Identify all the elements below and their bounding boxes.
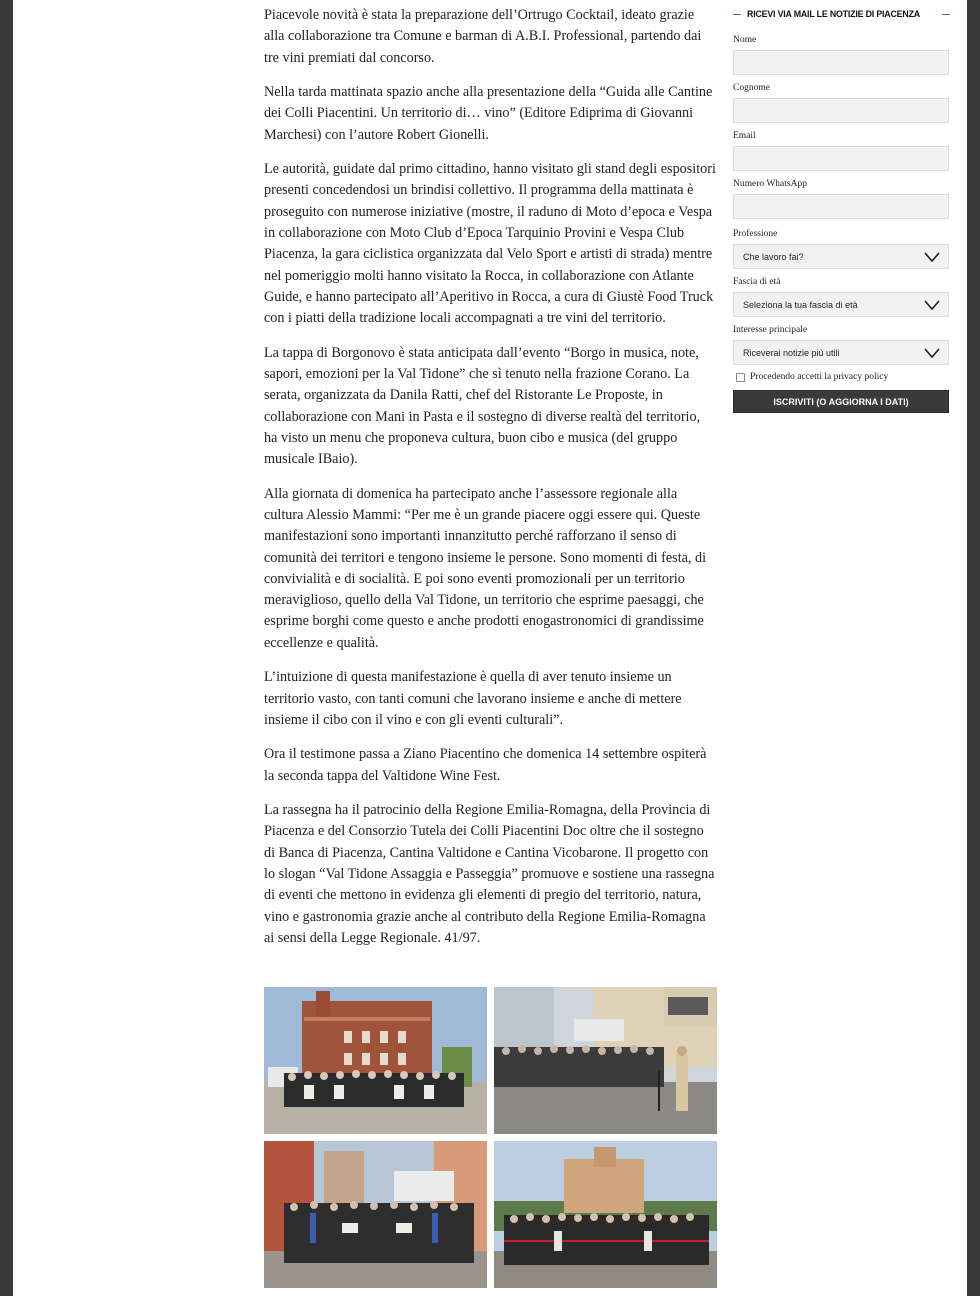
article-paragraph: Ora il testimone passa a Ziano Piacentino che domenica 14 settembre ospiterà la seconda tappa del Valtidone Wine Fest. bbox=[264, 746, 707, 784]
article-paragraph: L’intuizione di questa manifestazione è quella di aver tenuto insieme un territorio vasto, con tanti comuni che lavorano insieme e anche di mettere insieme il cibo con il vino e con gli eventi culturali”. bbox=[264, 669, 682, 728]
photo-group-rocca-image bbox=[264, 987, 487, 1134]
chevron-down-icon bbox=[924, 299, 940, 311]
fascia-select[interactable] bbox=[733, 292, 949, 317]
cognome-label: Cognome bbox=[733, 83, 770, 93]
fascia-selected: Seleziona la tua fascia di età bbox=[743, 300, 858, 310]
professione-selected: Che lavoro fai? bbox=[743, 252, 804, 262]
whatsapp-label: Numero WhatsApp bbox=[733, 179, 807, 189]
gallery-photo-ribbon-cutting[interactable] bbox=[494, 1141, 717, 1288]
nome-label: Nome bbox=[733, 35, 757, 45]
whatsapp-input[interactable] bbox=[733, 194, 949, 219]
gallery-photo-street-stands[interactable] bbox=[264, 1141, 487, 1288]
article-paragraph: Le autorità, guidate dal primo cittadino, hanno visitato gli stand degli espositori presenti concedendosi un brindisi collettivo. Il programma della mattinata è proseguito con numerose iniziative (mostre, il raduno di Moto d’epoca e Vespa in collaborazione con Moto Club d’Epoca Tarquinio Provini e Vespa Club Piacenza, la gara ciclistica organizzata dal Velo Sport e artisti di strada) mentre nel pomeriggio molti hanno visitato la Rocca, in collaborazione con Atlante Guide, e hanno partecipato all’Aperitivo in Rocca, a cura di Giustè Food Truck con i piatti della tradizione locali accompagnati a tre vini del territorio. bbox=[264, 161, 716, 327]
nome-input[interactable] bbox=[733, 50, 949, 75]
cognome-input[interactable] bbox=[733, 98, 949, 123]
interesse-select[interactable] bbox=[733, 340, 949, 365]
privacy-consent bbox=[733, 372, 950, 382]
article-body bbox=[264, 5, 717, 962]
photo-ribbon-cutting-image bbox=[494, 1141, 717, 1288]
email-label: Email bbox=[733, 131, 756, 141]
newsletter-widget bbox=[733, 6, 950, 413]
gallery-photo-speech-square[interactable] bbox=[494, 987, 717, 1134]
article-paragraph: Piacevole novità è stata la preparazione dell’Ortrugo Cocktail, ideato grazie alla collaborazione tra Comune e barman di A.B.I. Professional, partendo dai tre vini premiati dal concorso. bbox=[264, 7, 702, 66]
newsletter-title bbox=[733, 6, 950, 22]
subscribe-button[interactable]: ISCRIVITI (O AGGIORNA I DATI) bbox=[733, 390, 949, 413]
chevron-down-icon bbox=[924, 347, 940, 359]
article-paragraph: La tappa di Borgonovo è stata anticipata dall’evento “Borgo in musica, note, sapori, emozioni per la Val Tidone” che sì tenuto nella frazione Corano. La serata, organizzata da Danila Ratti, chef del Ristorante Le Proposte, in collaborazione con Mani in Pasta e il sostegno di diverse realtà del territorio, ha visto un menu che proponeva cultura, buon cibo e musica (del gruppo musicale IBaio). bbox=[264, 344, 701, 468]
professione-select[interactable] bbox=[733, 244, 949, 269]
newsletter-title-text: RICEVI VIA MAIL LE NOTIZIE DI PIACENZA bbox=[747, 8, 921, 20]
article-paragraph: Nella tarda mattinata spazio anche alla presentazione della “Guida alle Cantine dei Colli Piacentini. Un territorio di… vino” (Editore Ediprima di Giovanni Marchesi) con l’autore Robert Gionelli. bbox=[264, 84, 713, 143]
page bbox=[13, 0, 967, 1296]
article-paragraph: Alla giornata di domenica ha partecipato anche l’assessore regionale alla cultura Alessio Mammi: “Per me è un grande piacere oggi essere qui. Queste manifestazioni sono importanti innanzitutto perché rafforzano il senso di comunità dei territori e tengono insieme le persone. Sono momenti di festa, di convivialità e di socialità. E poi sono eventi promozionali per un territorio meraviglioso, quello della Val Tidone, un territorio che esprime paesaggi, che esprime borghi come questo e anche prodotti enogastronomici di grandissime eccellenze e qualità. bbox=[264, 485, 707, 651]
interesse-label: Interesse principale bbox=[733, 325, 808, 335]
privacy-checkbox[interactable] bbox=[736, 373, 745, 382]
email-input[interactable] bbox=[733, 146, 949, 171]
professione-label: Professione bbox=[733, 229, 778, 239]
gallery-photo-group-rocca[interactable] bbox=[264, 987, 487, 1134]
photo-speech-square-image bbox=[494, 987, 717, 1134]
privacy-text: Procedendo accetti la privacy policy bbox=[750, 372, 889, 382]
interesse-selected: Riceverai notizie più utili bbox=[743, 348, 840, 358]
article-paragraph: La rassegna ha il patrocinio della Regione Emilia-Romagna, della Provincia di Piacenza e del Consorzio Tutela dei Colli Piacentini Doc oltre che il sostegno di Banca di Piacenza, Cantina Valtidone e Cantina Vicobarone. Il progetto con lo slogan “Val Tidone Assaggia e Passeggia” promuove e sostiene una rassegna di eventi che mettono in evidenza gli elementi di pregio del territorio, natura, vino e gastronomia grazie anche al contributo della Regione Emilia-Romagna ai sensi della Legge Regionale. 41/97. bbox=[264, 802, 715, 946]
title-accent-line bbox=[942, 14, 950, 15]
title-accent-line bbox=[733, 14, 741, 15]
fascia-label: Fascia di età bbox=[733, 277, 781, 287]
chevron-down-icon bbox=[924, 251, 940, 263]
photo-street-stands-image bbox=[264, 1141, 487, 1288]
